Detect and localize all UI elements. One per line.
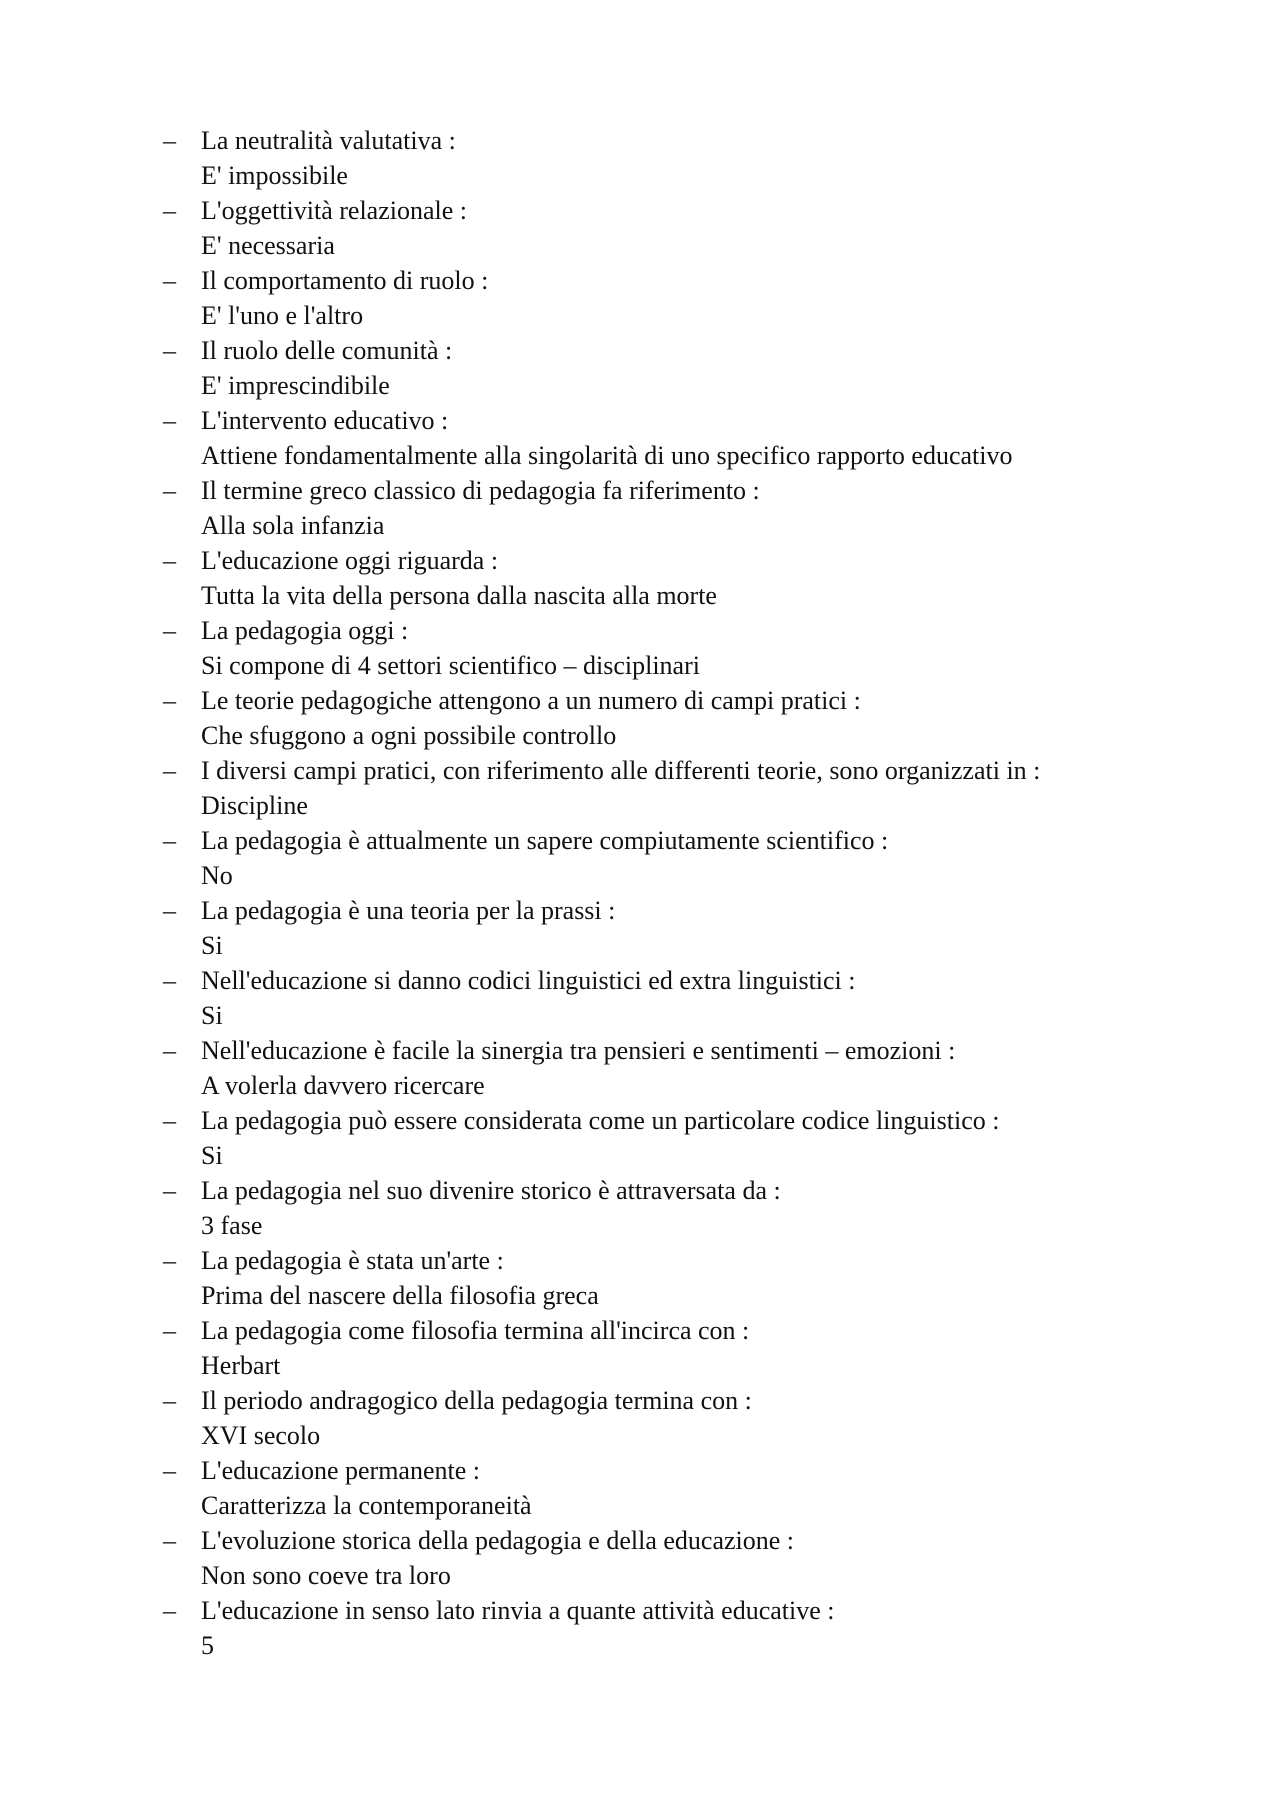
list-item [163,1453,1173,1523]
list-item [163,263,1173,333]
list-item [163,683,1173,753]
question-text: La pedagogia è stata un'arte : [201,1246,504,1275]
list-item [163,1593,1173,1663]
question-text: La pedagogia può essere considerata come un particolare codice linguistico : [201,1106,1000,1135]
list-bullet: – [163,1176,176,1205]
list-bullet: – [163,756,176,785]
list-bullet: – [163,546,176,575]
answer-text: 3 fase [201,1211,263,1240]
list-bullet: – [163,966,176,995]
question-text: La pedagogia nel suo divenire storico è attraversata da : [201,1176,781,1205]
list-bullet: – [163,686,176,715]
question-text: L'intervento educativo : [201,406,449,435]
list-bullet: – [163,1386,176,1415]
list-bullet: – [163,196,176,225]
list-bullet: – [163,266,176,295]
question-text: Nell'educazione si danno codici linguistici ed extra linguistici : [201,966,856,995]
list-bullet: – [163,1456,176,1485]
list-bullet: – [163,1526,176,1555]
question-text: Nell'educazione è facile la sinergia tra pensieri e sentimenti – emozioni : [201,1036,956,1065]
list-bullet: – [163,476,176,505]
answer-text: Herbart [201,1351,281,1380]
question-text: La pedagogia è una teoria per la prassi : [201,896,616,925]
answer-text: No [201,861,233,890]
question-text: Il termine greco classico di pedagogia fa riferimento : [201,476,760,505]
list-item [163,1523,1173,1593]
list-bullet: – [163,1106,176,1135]
question-text: Il periodo andragogico della pedagogia termina con : [201,1386,752,1415]
question-text: La pedagogia come filosofia termina all'incirca con : [201,1316,750,1345]
answer-text: Discipline [201,791,308,820]
answer-text: Si [201,931,223,960]
list-bullet: – [163,896,176,925]
list-item [163,193,1173,263]
answer-text: E' necessaria [201,231,335,260]
question-text: L'evoluzione storica della pedagogia e della educazione : [201,1526,795,1555]
answer-text: Caratterizza la contemporaneità [201,1491,532,1520]
list-item [163,1313,1173,1383]
list-bullet: – [163,1246,176,1275]
list-item [163,333,1173,403]
list-bullet: – [163,1036,176,1065]
list-item [163,543,1173,613]
question-text: La neutralità valutativa : [201,126,456,155]
question-text: Il ruolo delle comunità : [201,336,453,365]
question-text: La pedagogia oggi : [201,616,409,645]
question-text: L'educazione in senso lato rinvia a quante attività educative : [201,1596,835,1625]
question-text: Il comportamento di ruolo : [201,266,489,295]
question-text: L'educazione permanente : [201,1456,480,1485]
list-bullet: – [163,126,176,155]
answer-text: 5 [201,1631,214,1660]
answer-text: Non sono coeve tra loro [201,1561,451,1590]
answer-text: Prima del nascere della filosofia greca [201,1281,599,1310]
answer-text: Si [201,1001,223,1030]
answer-text: Che sfuggono a ogni possibile controllo [201,721,617,750]
answer-text: Si compone di 4 settori scientifico – disciplinari [201,651,700,680]
question-text: L'educazione oggi riguarda : [201,546,499,575]
question-answer-list [163,123,1173,1663]
list-item [163,1103,1173,1173]
answer-text: XVI secolo [201,1421,321,1450]
answer-text: Attiene fondamentalmente alla singolarità di uno specifico rapporto educativo [201,441,1013,470]
list-item [163,613,1173,683]
list-item [163,823,1173,893]
list-bullet: – [163,616,176,645]
question-text: L'oggettività relazionale : [201,196,468,225]
list-item [163,893,1173,963]
list-item [163,473,1173,543]
answer-text: Alla sola infanzia [201,511,385,540]
answer-text: Si [201,1141,223,1170]
list-bullet: – [163,826,176,855]
answer-text: E' impossibile [201,161,348,190]
list-item [163,1033,1173,1103]
list-item [163,1243,1173,1313]
list-item [163,1383,1173,1453]
list-bullet: – [163,1596,176,1625]
list-bullet: – [163,1316,176,1345]
list-bullet: – [163,406,176,435]
list-bullet: – [163,336,176,365]
answer-text: E' l'uno e l'altro [201,301,364,330]
question-text: I diversi campi pratici, con riferimento alle differenti teorie, sono organizzati in : [201,756,1041,785]
question-text: Le teorie pedagogiche attengono a un numero di campi pratici : [201,686,861,715]
list-item [163,1173,1173,1243]
list-item [163,123,1173,193]
list-item [163,753,1173,823]
list-item [163,403,1173,473]
answer-text: E' imprescindibile [201,371,390,400]
question-text: La pedagogia è attualmente un sapere compiutamente scientifico : [201,826,889,855]
answer-text: A volerla davvero ricercare [201,1071,485,1100]
list-item [163,963,1173,1033]
answer-text: Tutta la vita della persona dalla nascita alla morte [201,581,717,610]
